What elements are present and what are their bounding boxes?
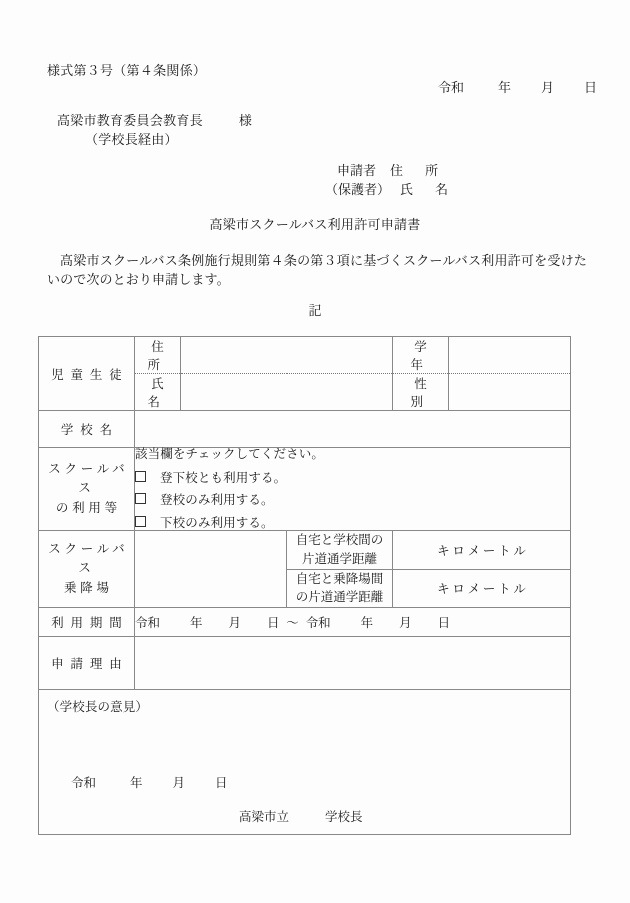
principal-opinion-cell[interactable] [39,690,571,835]
student-address-label: 住 所 [135,337,181,374]
opinion-date-day-unit: 日 [215,776,228,790]
table-row-principal-opinion [39,690,571,835]
addressee-name: 高梁市教育委員会教育長 [57,113,203,128]
student-row-label: 児童生徒 [39,337,135,411]
guardian-name-line [325,179,453,198]
student-gender-value[interactable] [449,374,571,411]
school-name-label: 学校名 [39,411,135,448]
bus-usage-option-both-label: 登下校とも利用する。 [160,470,287,485]
checkbox-icon-to-school[interactable] [135,493,146,504]
distance-home-school-label-line1: 自宅と学校間の [295,533,384,547]
guardian-label: （保護者） [325,182,391,197]
opinion-date-era: 令和 [71,776,97,790]
bus-usage-options [135,448,571,531]
checkbox-icon-both[interactable] [135,471,146,482]
distance-home-stop-label-line2: の片道通学距離 [295,590,384,605]
application-reason-value[interactable] [135,637,571,690]
bus-usage-option-from-school[interactable] [135,516,570,530]
bus-usage-instruction: 該当欄をチェックしてください。 [135,447,325,461]
header-date-year-unit: 年 [498,80,512,95]
table-row-usage-period [39,608,571,637]
period-from-month-unit: 月 [228,616,242,630]
table-row-bus-stop-distance-school [39,531,571,570]
bus-stop-label-line2: 乗降場 [63,580,113,595]
header-date-month-unit: 月 [541,80,555,95]
header-date-day-unit: 日 [584,80,598,95]
period-from-year-unit: 年 [190,616,203,630]
principal-opinion-title: （学校長の意見） [47,700,149,714]
applicant-address-line [337,160,443,179]
form-number: 様式第３号（第４条関係） [47,63,207,78]
addressee-line [57,110,252,129]
bus-usage-label-line1: スクールバス [48,461,129,496]
bus-usage-label [39,448,135,531]
bus-usage-label-line2: の利用等 [55,500,121,515]
applicant-label: 申請者 [337,163,377,178]
distance-home-stop-unit[interactable]: キロメートル [393,569,571,608]
student-grade-value[interactable] [449,337,571,374]
principal-opinion-date [71,773,228,791]
period-to-year-unit: 年 [360,616,374,630]
principal-signature-suffix: 学校長 [325,810,363,824]
table-row-application-reason [39,637,571,690]
bus-stop-label-line1: スクールバス [48,541,129,576]
usage-period-value[interactable] [135,608,571,637]
bus-stop-value[interactable] [135,531,287,608]
student-gender-label: 性 別 [393,374,449,411]
applicant-address-label: 住 所 [390,163,443,178]
opinion-date-year-unit: 年 [130,776,143,790]
usage-period-label: 利用期間 [39,608,135,637]
checkbox-icon-from-school[interactable] [135,516,146,527]
period-to-era: 令和 [305,616,331,630]
application-reason-label: 申請理由 [39,637,135,690]
application-form-table [38,336,571,835]
addressee-via: （学校長経由） [85,132,178,147]
principal-signature-line [239,807,363,825]
ki-mark: 記 [308,303,322,318]
period-to-day-unit: 日 [437,616,451,630]
student-address-value[interactable] [181,337,393,374]
distance-home-school-label [287,531,393,570]
period-separator: 〜 [286,616,299,630]
bus-usage-option-both[interactable] [135,471,570,485]
opinion-date-month-unit: 月 [172,776,186,790]
bus-usage-option-from-school-label: 下校のみ利用する。 [160,515,274,530]
table-row-student-address [39,337,571,374]
addressee-honorific: 様 [238,113,253,128]
header-date-era: 令和 [438,80,465,95]
bus-stop-label [39,531,135,608]
principal-signature-prefix: 高梁市立 [239,810,290,824]
distance-home-stop-label [287,569,393,608]
distance-home-school-unit[interactable]: キロメートル [393,531,571,570]
period-from-day-unit: 日 [267,616,280,630]
bus-usage-option-to-school-label: 登校のみ利用する。 [160,493,274,507]
student-grade-label: 学 年 [393,337,449,374]
table-row-school-name [39,411,571,448]
student-name-label: 氏 名 [135,374,181,411]
guardian-name-label: 氏 名 [400,182,453,197]
student-name-value[interactable] [181,374,393,411]
header-date-line [438,77,597,96]
period-to-month-unit: 月 [399,616,412,630]
bus-usage-option-to-school[interactable] [135,493,570,507]
page-title: 高梁市スクールバス利用許可申請書 [209,217,421,232]
distance-home-school-label-line2: 片道通学距離 [301,551,377,566]
period-from-era: 令和 [135,616,161,630]
body-paragraph: 高梁市スクールバス条例施行規則第４条の第３項に基づくスクールバス利用許可を受けたいので次のとおり申請します。 [47,253,587,287]
table-row-bus-usage [39,448,571,531]
school-name-value[interactable] [135,411,571,448]
distance-home-stop-label-line1: 自宅と乗降場間 [295,571,384,586]
